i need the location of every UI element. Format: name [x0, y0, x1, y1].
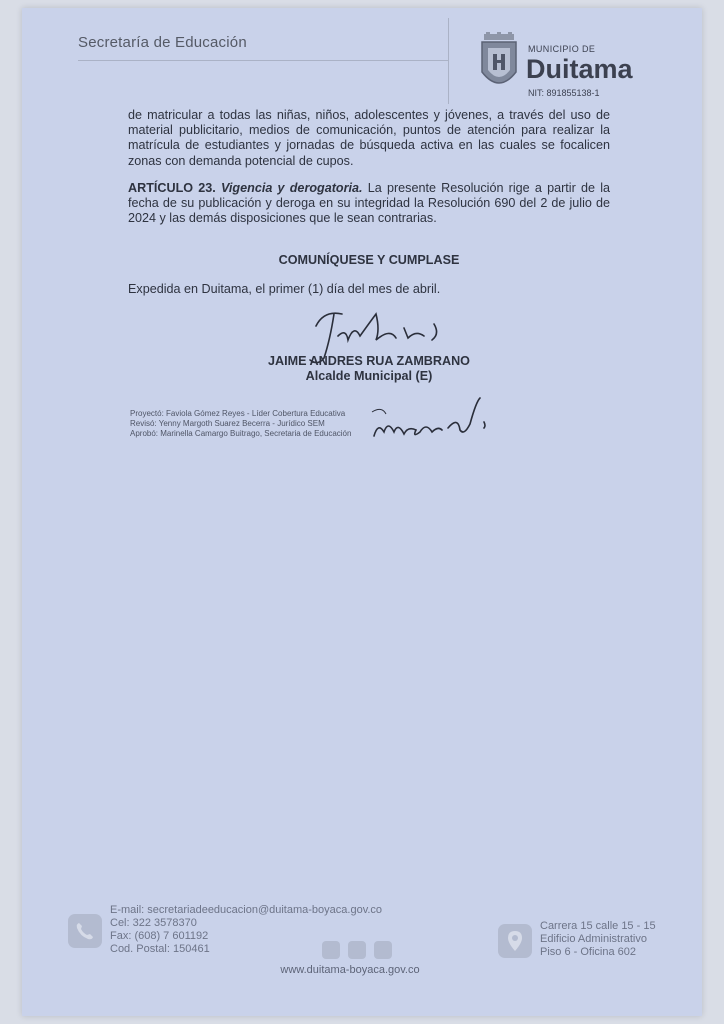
footer-contact — [110, 904, 382, 956]
document-credits — [130, 409, 351, 439]
credit-proyecto: Proyectó: Faviola Gómez Reyes - Líder Cobertura Educativa — [130, 409, 346, 418]
department-name: Secretaría de Educación — [78, 34, 247, 51]
footer-email: E-mail: secretariadeeducacion@duitama-boyaca.gov.co — [110, 904, 383, 916]
article-23 — [128, 181, 610, 227]
municipality-label: MUNICIPIO DE — [528, 44, 596, 54]
credit-reviso: Revisó: Yenny Margoth Suarez Becerra - Jurídico SEM — [130, 419, 325, 428]
footer-postal: Cod. Postal: 150461 — [110, 943, 210, 955]
footer-address — [540, 920, 656, 959]
map-pin-icon — [498, 924, 532, 958]
issued-statement: Expedida en Duitama, el primer (1) día del mes de abril. — [128, 282, 441, 296]
footer-address-line1: Carrera 15 calle 15 - 15 — [540, 920, 656, 932]
article-label: ARTÍCULO 23. — [128, 181, 216, 195]
footer-address-line2: Edificio Administrativo — [540, 933, 647, 945]
header-vertical-divider — [448, 18, 449, 104]
facebook-icon — [322, 941, 340, 959]
youtube-icon — [374, 941, 392, 959]
phone-icon — [68, 914, 102, 948]
municipality-name: Duitama — [526, 54, 633, 84]
paragraph-continuation: de matricular a todas las niñas, niños, adolescentes y jóvenes, a través del uso de material publicitario, medios de comunicación, puntos de atención para realizar la matrícula de estudiantes y jornadas de búsqueda activa en las cuales se focalicen zonas con demanda potencial de cupos. — [128, 108, 610, 168]
municipality-nit: NIT: 891855138-1 — [528, 88, 600, 98]
footer-cel: Cel: 322 3578370 — [110, 917, 197, 929]
approval-initials — [368, 392, 518, 462]
header-divider — [78, 60, 448, 61]
signer-title: Alcalde Municipal (E) — [305, 369, 433, 383]
footer-website: www.duitama-boyaca.gov.co — [280, 964, 420, 976]
instagram-icon — [348, 941, 366, 959]
credit-aprobo: Aprobó: Marinella Camargo Buitrago, Secretaria de Educación — [130, 429, 352, 438]
article-title: Vigencia y derogatoria. — [221, 181, 363, 195]
footer-fax: Fax: (608) 7 601192 — [110, 930, 209, 942]
signer-name: JAIME ANDRES RUA ZAMBRANO — [268, 354, 470, 368]
footer-address-line3: Piso 6 - Oficina 602 — [540, 946, 636, 958]
municipal-crest-icon — [478, 32, 520, 94]
article-text: La presente Resolución rige a partir de la fecha de su publicación y deroga en su integridad la Resolución 690 del 2 de julio de 2024 y las demás disposiciones que le sean contrarias. — [128, 181, 611, 226]
closing-formula: COMUNÍQUESE Y CUMPLASE — [278, 253, 460, 267]
document-page — [22, 8, 702, 1016]
